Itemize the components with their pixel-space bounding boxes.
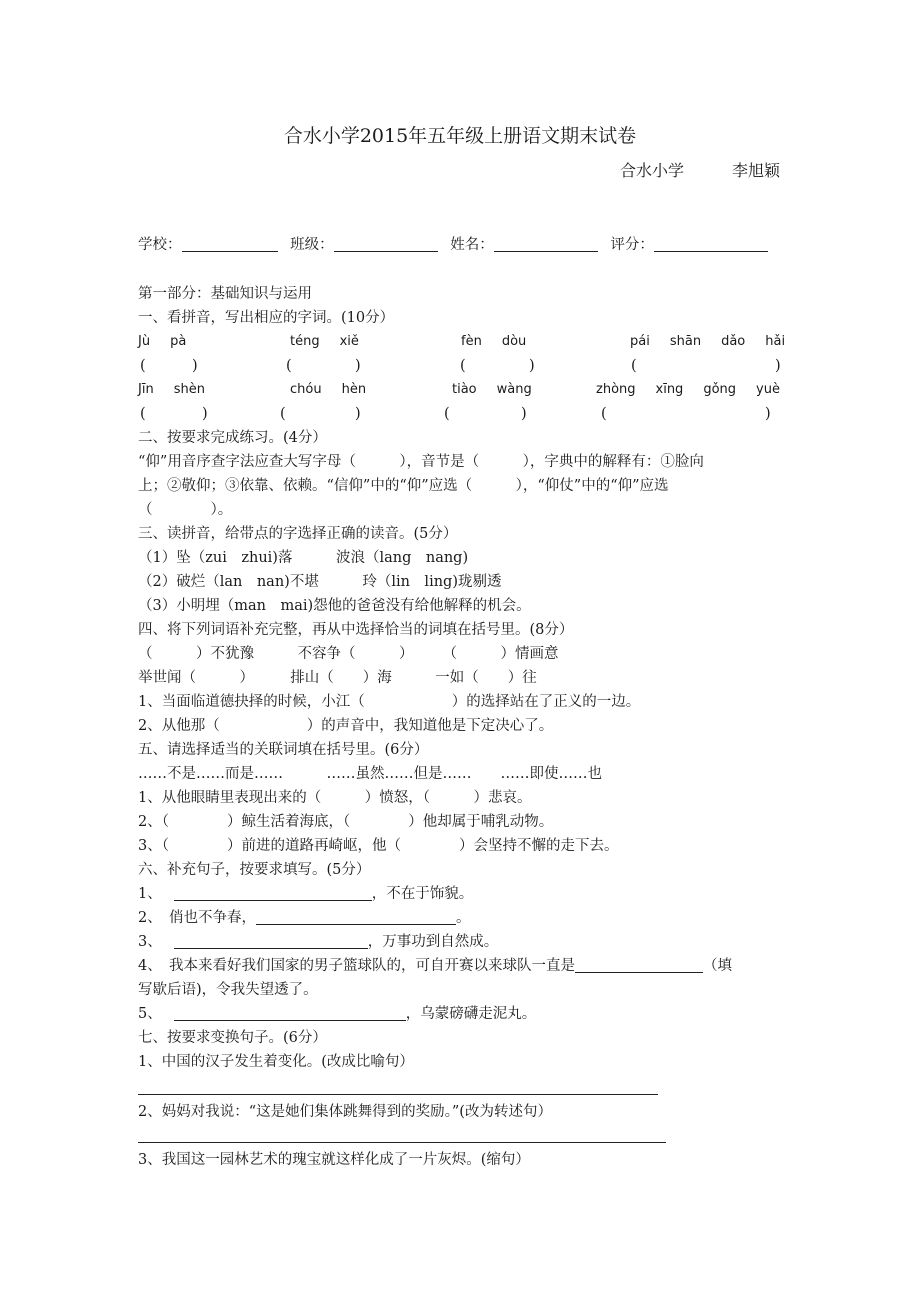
score-label: 评分： [610,237,654,253]
q6-sentence: 2、 俏也不争春， 。 [138,910,471,926]
q6-heading: 六、补充句子，按要求填写。(5分） [138,862,371,878]
score-blank[interactable] [654,235,768,252]
answer-close: ) [765,406,771,422]
q4-line: 2、从他那（ ）的声音中，我知道他是下定决心了。 [138,718,554,734]
q4-line: （ ）不犹豫 不容争（ ） （ ）情画意 [138,646,559,662]
q6-sentence: 写歇后语)，令我失望透了。 [138,982,318,998]
answer-open: ( [444,406,450,422]
q3-heading: 三、读拼音，给带点的字选择正确的读音。(5分） [138,526,458,542]
q4-line: 1、当面临道德抉择的时候，小江（ ）的选择站在了正义的一边。 [138,694,641,710]
school-label: 学校： [138,237,182,253]
q6-sentence: 5、 ，乌蒙磅礴走泥丸。 [138,1006,537,1022]
pinyin-word: Jīn shèn [138,382,205,397]
answer-line[interactable] [138,1094,658,1095]
q7-heading: 七、按要求变换句子。(6分） [138,1030,327,1046]
answer-close: ) [355,406,361,422]
part1-heading: 第一部分：基础知识与运用 [138,286,312,302]
pinyin-word: Jù pà [138,334,187,349]
name-blank[interactable] [494,235,598,252]
author-name: 李旭颖 [731,161,780,180]
q5-line: 1、从他眼睛里表现出来的（ ）愤怒，（ ）悲哀。 [138,790,532,806]
fill-blank[interactable] [174,932,368,949]
answer-open: ( [140,406,146,422]
answer-close: ) [775,358,781,374]
class-blank[interactable] [334,235,438,252]
answer-open: ( [286,358,292,374]
q4-heading: 四、将下列词语补充完整，再从中选择恰当的词填在括号里。(8分） [138,622,574,638]
answer-close: ) [529,358,535,374]
q5-heading: 五、请选择适当的关联词填在括号里。(6分） [138,742,429,758]
q2-line: 上；②敬仰；③依靠、依赖。“信仰”中的“仰”应选（ ），“仰仗”中的“仰”应选 [138,478,669,494]
answer-open: ( [601,406,607,422]
name-label: 姓名： [450,237,494,253]
q4-line: 举世闻（ ） 排山（ ）海 一如（ ）往 [138,670,537,686]
info-row [138,235,768,255]
answer-close: ) [355,358,361,374]
answer-open: ( [460,358,466,374]
q5-line: 3、（ ）前进的道路再崎岖，他（ ）会坚持不懈的走下去。 [138,838,619,854]
q6-sentence: 3、 ，万事功到自然成。 [138,934,499,950]
q2-line: （ ）。 [138,502,233,518]
q3-line: （3）小明埋（man mai)怨他的爸爸没有给他解释的机会。 [138,598,531,614]
author-school: 合水小学 [619,161,684,180]
answer-open: ( [280,406,286,422]
pinyin-word: chóu hèn [290,382,367,397]
q7-line: 2、妈妈对我说：“这是她们集体跳舞得到的奖励。”(改为转述句） [138,1104,552,1120]
q1-heading: 一、看拼音，写出相应的字词。(10分） [138,310,395,326]
class-label: 班级： [290,237,334,253]
q6-sentence: 1、 ，不在于饰貌。 [138,886,474,902]
q5-line: ……不是……而是…… ……虽然……但是…… ……即使……也 [138,766,602,782]
school-blank[interactable] [182,235,278,252]
exam-title: 合水小学2015年五年级上册语文期末试卷 [283,125,637,147]
q7-line: 1、中国的汉子发生着变化。(改成比喻句） [138,1054,414,1070]
pinyin-word: tiào wàng [452,382,532,397]
q7-line: 3、我国这一园林艺术的瑰宝就这样化成了一片灰烬。(缩句） [138,1152,530,1168]
answer-open: ( [631,358,637,374]
author-line [620,160,780,182]
fill-blank[interactable] [174,884,372,901]
pinyin-word: zhòng xīng gǒng yuè [596,382,780,397]
q3-line: （2）破烂（lan nan)不堪 玲（lin ling)珑剔透 [138,574,502,590]
answer-close: ) [202,406,208,422]
pinyin-word: fèn dòu [461,334,527,349]
fill-blank[interactable] [256,908,456,925]
fill-blank[interactable] [174,1004,406,1021]
answer-close: ) [192,358,198,374]
answer-line[interactable] [138,1142,666,1143]
q3-line: （1）坠（zui zhui)落 波浪（lang nang) [138,550,469,566]
fill-blank[interactable] [575,956,703,973]
q5-line: 2、（ ）鲸生活着海底，（ ）他却属于哺乳动物。 [138,814,554,830]
pinyin-word: pái shān dǎo hǎi [630,334,786,349]
q2-line: “仰”用音序查字法应查大写字母（ ），音节是（ ），字典中的解释有：①脸向 [138,454,704,470]
q6-sentence: 4、 我本来看好我们国家的男子篮球队的，可自开赛以来球队一直是 （填 [138,958,732,974]
pinyin-word: téng xiě [290,334,359,349]
answer-close: ) [521,406,527,422]
answer-open: ( [140,358,146,374]
q2-heading: 二、按要求完成练习。(4分） [138,430,327,446]
